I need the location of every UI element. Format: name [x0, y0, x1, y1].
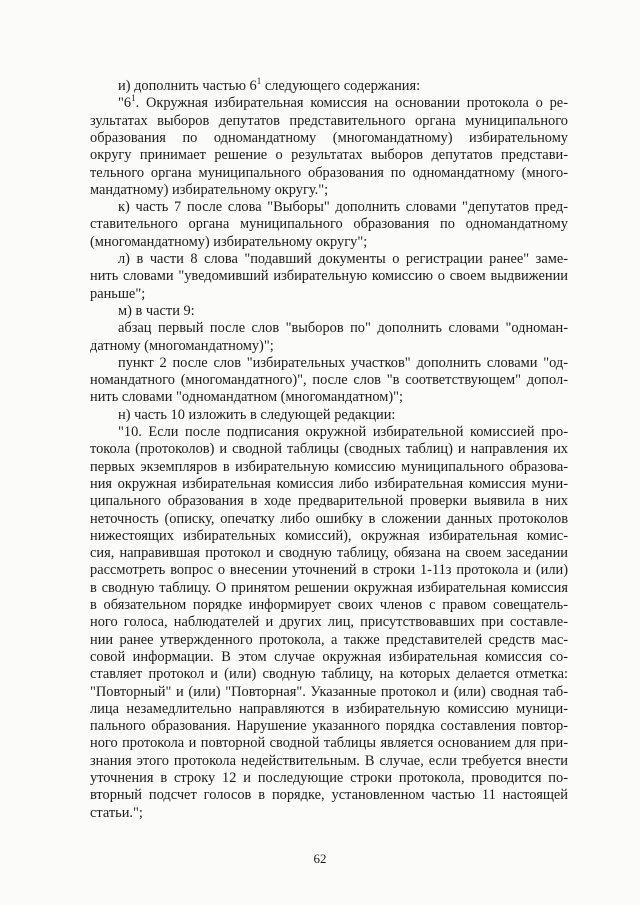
text-line: "Повторный" и (или) "Повторная". Указанные протокол и (или) сводная таб- [90, 683, 568, 700]
text-line: рассмотреть вопрос о внесении уточнений в строки 1-11з протокола и (или) [90, 562, 568, 579]
text-line: пального образования. Нарушение указанного порядка составления повтор- [90, 718, 568, 735]
text-line: нить словами "одномандатном (многомандатном)"; [90, 389, 404, 406]
text-line: датному (многомандатному)"; [90, 337, 274, 354]
text-line: уточнения в строку 12 и последующие строки протокола, проводится по- [90, 770, 568, 786]
text-line: лица незамедлительно направляются в избирательную комиссию муници- [90, 700, 568, 717]
text-line: в обязательном порядке информирует своих членов с правом совещатель- [90, 597, 568, 613]
text-span: . Окружная избирательная комиссия на основании протокола о ре- [135, 95, 568, 112]
superscript: 1 [256, 76, 262, 87]
text-line: неточность (описку, опечатку либо ошибку в сложении данных протоколов [90, 510, 568, 527]
text-line: нить словами "уведомивший избирательную комиссию о своем выдвижении [90, 268, 568, 285]
text-line: ного протокола и повторной сводной таблицы является основанием для при- [90, 735, 568, 752]
text-line: тельного органа муниципального образования по одномандатному (много- [90, 164, 568, 181]
text-line: раньше"; [90, 285, 146, 302]
item-l-line: л) в части 8 слова "подавший документы о регистрации ранее" заме- [118, 251, 568, 267]
item-k-line: к) часть 7 после слова "Выборы" дополнить словами "депутатов пред- [118, 199, 568, 216]
text-line: мандатному) избирательному округу."; [90, 181, 329, 198]
text-line: в сводную таблицу. О принятом решении окружная избирательная комиссия [90, 579, 568, 596]
text-line: ния окружная избирательная комиссия либо избирательная комиссия муни- [90, 475, 568, 492]
text-span: и) дополнить частью 6 [118, 78, 257, 94]
text-line: ставляет протокол и (или) сводную таблицу, на которых делается отметка: [90, 666, 568, 683]
item-m-line: м) в части 9: [118, 302, 195, 319]
quote-10-first-line: "10. Если после подписания окружной избирательной комиссией про- [118, 424, 568, 440]
text-line: знания этого протокола недействительным. В случае, если требуется внести [90, 752, 568, 769]
text-line: токола (протоколов) и сводной таблицы (сводных таблиц) и направления их [90, 441, 568, 458]
text-line: нижестоящих избирательных комиссий), окружная избирательная комис- [90, 527, 568, 544]
text-line: округу принимает решение о результатах выборов депутатов представи- [90, 147, 568, 164]
text-line: пункт 2 после слов "избирательных участков" дополнить словами "од- [118, 354, 568, 371]
text-line: образования по одномандатному (многомандатному) избирательному [90, 129, 568, 146]
text-line: (многомандатному) избирательному округу"; [90, 233, 368, 250]
text-line: сия, направившая протокол и сводную таблицу, обязана на своем заседании [90, 545, 568, 562]
text-line: ставительного органа муниципального образования по одномандатному [90, 216, 568, 233]
text-line: первых экземпляров в избирательную комиссию муниципального образова- [90, 458, 568, 475]
superscript: 1 [131, 93, 136, 104]
text-line: ципального образования в ходе предварительной проверки выявила в них [90, 493, 568, 510]
text-line: вторный подсчет голосов в порядке, установленном частью 11 настоящей [90, 787, 568, 804]
text-line: совой информации. В этом случае окружная избирательная комиссия со- [90, 648, 568, 665]
item-n-line: н) часть 10 изложить в следующей редакции: [118, 406, 396, 423]
page-number: 62 [313, 851, 327, 866]
text-line: ного голоса, наблюдателей и других лиц, присутствовавших при составле- [90, 614, 568, 631]
text-line: номандатного (многомандатного)", после слов "в соответствующем" допол- [90, 372, 568, 389]
text-line: зультатах выборов депутатов представительного органа муниципального [90, 112, 568, 129]
item-i-line [118, 78, 420, 95]
text-span: "6 [118, 95, 132, 112]
quote-6-1-first-line [118, 95, 568, 112]
text-line: статьи."; [90, 804, 143, 821]
text-span: следующего содержания: [261, 78, 421, 94]
text-line: нии ранее утвержденного протокола, а также представителей средств мас- [90, 631, 568, 648]
text-line: абзац первый после слов "выборов по" дополнить словами "одноман- [118, 320, 568, 337]
